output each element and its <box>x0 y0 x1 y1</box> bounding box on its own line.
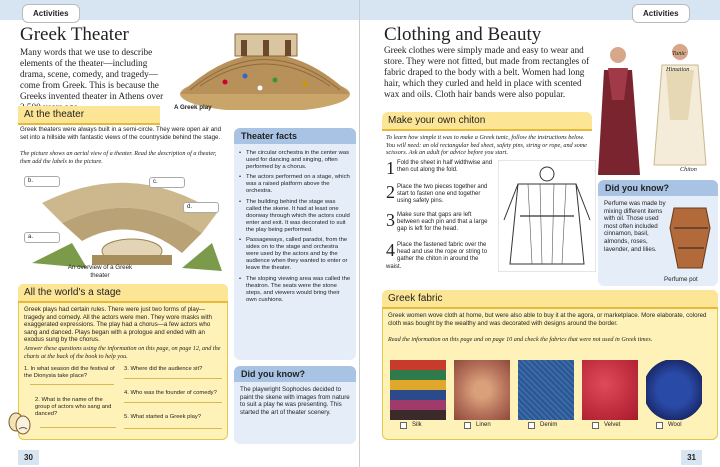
did-you-know-heading-left: Did you know? <box>234 366 356 382</box>
at-theater-instruction: The picture shows an aerial view of a theater. Read the description of a theater, then add the labels to the picture. <box>20 150 217 165</box>
did-you-know-text-right: Perfume was made by mixing different items with oil. Those used most often included cinnamon, basil, almonds, roses, lavender, and lilies. <box>604 200 666 253</box>
theater-facts-list <box>239 150 351 307</box>
label-himation: Himation <box>666 66 690 73</box>
fact-item: • The actors performed on a stage, which was a raised platform above the orchestra. <box>239 174 351 195</box>
greek-play-illustration <box>175 24 355 110</box>
section-at-theater-heading: At the theater <box>18 106 160 125</box>
wool-swatch <box>646 360 702 420</box>
caption-overview: An overview of a Greek theater <box>67 264 133 279</box>
chiton-heading: Make your own chiton <box>382 112 592 131</box>
label-d-field[interactable]: d. <box>183 202 219 213</box>
theater-facts-box <box>234 128 356 360</box>
question-1: 1. In what season did the festival of the Dionysia take place? <box>24 366 115 379</box>
stage-instruction: Answer these questions using the information on this page, on page 12, and the charts at the back of the book to help you. <box>24 345 221 360</box>
intro-text: Many words that we use to describe elements of the theater—including drama, scene, comedy, and tragedy—come from Greek. This is because the Greeks invented theater in Athens over <box>20 47 164 101</box>
label-b-field[interactable]: b. <box>24 176 60 187</box>
perfume-pot-illustration <box>664 198 716 278</box>
denim-checkbox[interactable] <box>528 422 535 429</box>
chiton-instructions: To learn how simple it was to make a Greek tunic, follow the instructions below. You will need: an old rectangular bed sheet, safety pins, string or rope, and some scissors. Ask an adult for advice before you start. <box>386 134 587 157</box>
page-number-left: 30 <box>18 450 39 465</box>
stage-heading: All the world's a stage <box>18 284 228 303</box>
theater-masks-icon <box>6 410 32 436</box>
intro-text: Greek clothes were simply made and easy to wear and store. They were not fitted, but made from rectangles of fabric draped to the body with a belt. Women had long hair, which they curled and held in place with scented wax and oils. Cloth hair bands were also popular. <box>384 45 590 99</box>
silk-label: Silk <box>412 422 422 428</box>
answer-line-5[interactable] <box>124 428 222 429</box>
caption-perfume-pot: Perfume pot <box>664 276 698 283</box>
stage-text: Greek plays had certain rules. There were just two forms of play—tragedy and comedy. All the actors were men. They wore masks with exaggerated expressions. The play had a chorus—a few actors who sang and danced. Plays began with a prologue and ended with an exodus sung by the chorus. <box>24 306 212 344</box>
question-4: 4. Who was the founder of comedy? <box>124 390 217 396</box>
step-1: 1 Fold the sheet in half widthwise and then cut along the fold. <box>386 158 493 178</box>
silk-checkbox[interactable] <box>400 422 407 429</box>
fabric-instruction: Read the information on this page and on page 10 and check the fabrics that were not used in Greek times. <box>388 336 653 343</box>
fact-item: • The building behind the stage was called the skene. It had at least one doorway through which the actors could enter and exit. It was decorated to suit the play being performed. <box>239 199 351 234</box>
right-page <box>360 0 720 467</box>
step-2: 2 Place the two pieces together and start to fasten one end together using safety pins. <box>386 182 488 205</box>
velvet-label: Velvet <box>604 422 621 428</box>
velvet-swatch <box>582 360 638 420</box>
wool-checkbox[interactable] <box>656 422 663 429</box>
linen-checkbox[interactable] <box>464 422 471 429</box>
fact-item: • The sloping viewing area was called the theatron. The seats were the stone steps, and viewers would bring their own cushions. <box>239 276 351 304</box>
did-you-know-heading-right: Did you know? <box>598 180 718 196</box>
linen-swatch <box>454 360 510 420</box>
answer-line-3[interactable] <box>124 378 222 379</box>
aerial-theater-illustration <box>32 173 222 273</box>
denim-swatch <box>518 360 574 420</box>
denim-label: Denim <box>540 422 558 428</box>
velvet-checkbox[interactable] <box>592 422 599 429</box>
page-number-right: 31 <box>681 450 702 465</box>
fabric-text: Greek women wove cloth at home, but were also able to buy it at the agora, or marketplace. More elaborate, colored cloth was bought by the wealthy and was decorated with designs around the border. <box>388 312 707 327</box>
label-chiton: Chiton <box>680 166 697 173</box>
label-c-field[interactable]: c. <box>149 177 185 188</box>
label-a-field[interactable]: a. <box>24 232 60 243</box>
did-you-know-text-left: The playwright Sophocles decided to paint the skene with images from nature to suit a play he was presenting. This started the art of theater scenery. <box>240 386 350 416</box>
wool-label: Wool <box>668 422 682 428</box>
caption-greek-play: A Greek play <box>174 104 212 111</box>
at-theater-text: Greek theaters were always built in a semi-circle. They were open air and set into a hillside with fantastic views of the countryside behind the stage. <box>20 126 222 141</box>
theater-facts-heading: Theater facts <box>234 128 356 144</box>
step-4: 4 Place the fastened fabric over the head and use the rope or string to gather the chiton in around the waist. <box>386 240 488 270</box>
silk-swatch <box>390 360 446 420</box>
tab-activities-right[interactable]: Activities <box>632 4 690 23</box>
question-2: 2. What is the name of the group of actors who sang and danced? <box>35 397 112 417</box>
step-3: 3 Make sure that gaps are left between each pin and that a large gap is left for the head. <box>386 210 488 233</box>
greek-clothing-figures <box>596 40 720 180</box>
label-tunic: Tunic <box>672 50 686 57</box>
tab-activities-left[interactable]: Activities <box>22 4 80 23</box>
answer-line-2[interactable] <box>40 427 116 428</box>
fabric-heading: Greek fabric <box>382 290 718 309</box>
chiton-diagram <box>498 160 596 272</box>
page-title: Clothing and Beauty <box>384 24 542 45</box>
fact-item: • Passageways, called paradoi, from the sides on to the stage and orchestra were used by the actors and by the audience when they wanted to enter or leave the theater. <box>239 237 351 272</box>
answer-line-4[interactable] <box>124 402 222 403</box>
answer-line-1[interactable] <box>30 384 114 385</box>
linen-label: Linen <box>476 422 491 428</box>
question-3: 3. Where did the audience sit? <box>124 366 203 372</box>
page-title: Greek Theater <box>20 24 129 45</box>
fact-item: • The circular orchestra in the center was used for dancing and singing, often performed by a chorus. <box>239 150 351 171</box>
question-5: 5. What started a Greek play? <box>124 414 202 420</box>
